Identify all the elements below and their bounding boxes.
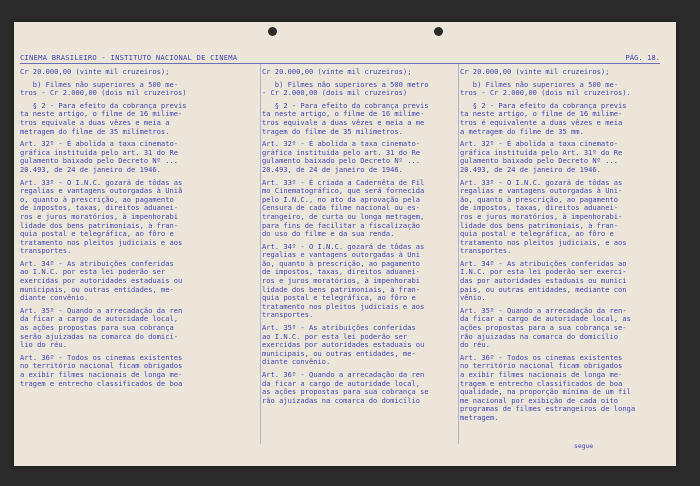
text-line: a exibir filmes nacionais de longa me-	[460, 370, 623, 379]
text-line: tros equivale a duas vêzes e meia a me	[262, 117, 425, 127]
text-line: a exibir filmes nacionais de longa me-	[20, 370, 183, 379]
text-line: quia postal e telegráfica, ao fôro e	[460, 229, 614, 239]
text-line: ao I.N.C. por esta lei poderão ser	[262, 331, 408, 341]
text-line: tros é equivalente a duas vêzes e meia	[460, 117, 623, 127]
text-line: tros equivale a duas vêzes e meia a	[20, 117, 170, 127]
text-line: quia postal e telegráfica, ao fôro e	[262, 293, 416, 303]
text-line: 20.493, de 24 de janeiro de 1946.	[20, 164, 161, 174]
text-line: da ficar a cargo de autoridade local,	[262, 378, 421, 388]
text-line: Art. 32º - É abolida a taxa cinemato-	[460, 139, 619, 149]
text-line: ta neste artigo, o filme de 16 milíme-	[20, 109, 183, 119]
text-line: a metragem do filme de 35 mm.	[460, 126, 584, 136]
text-line: tragem e entrecho classificados de boa	[460, 378, 623, 388]
text-line: gráfica instituída pelo art. 31 do Re	[20, 147, 179, 157]
text-line: Art. 35º - Quando a arrecadação da ren	[20, 305, 183, 315]
text-line: da ficar a cargo de autoridade local,	[20, 314, 179, 324]
text-line: ta neste artigo, o filme de 16 milíme-	[262, 109, 425, 119]
text-line: Art. 36º - Todos os cinemas existentes	[20, 352, 183, 362]
text-line: Cr 20.000,00 (vinte mil cruzeiros);	[20, 67, 170, 76]
text-line: ros e juros moratórios, à impenhorabi-	[460, 211, 623, 221]
text-line: no território nacional ficam obrigados	[460, 361, 623, 371]
text-line: Art. 32º - É abolida a taxa cinemato-	[262, 139, 421, 149]
text-line: ta neste artigo, o filme de 16 milíme-	[460, 109, 623, 119]
text-line: rão ajuizadas na comarca do domicílio	[262, 395, 421, 405]
text-line: ros e juros moratórios, à impenhorabi	[262, 276, 421, 286]
text-line: lio do réu.	[20, 340, 67, 350]
text-line: 20.493, de 24 de janeiro de 1946.	[460, 164, 601, 174]
text-line: I.N.C. por esta lei poderão ser exerci-	[460, 267, 627, 277]
text-line: do réu.	[460, 340, 490, 350]
text-line: me nacional por exibição de cada oito	[460, 395, 619, 405]
text-line: b) Filmes não superiores a 500 me-	[20, 79, 179, 89]
column-divider	[260, 64, 261, 444]
text-line: Cr 20.000,00 (vinte mil cruzeiros);	[460, 67, 610, 76]
page-number: PÁG. 18.	[625, 53, 660, 62]
text-line: regalias e vantagens outorgadas à Uni-	[460, 186, 623, 196]
text-line: § 2 - Para efeito da cobrança previs	[262, 100, 429, 110]
text-column-2	[262, 68, 460, 405]
text-line: tratamento nos pleitos judiciais, e aos	[460, 237, 627, 247]
text-line: lidade dos bens patrimoniais, à fran-	[460, 220, 619, 230]
text-line: tratamento nos pleitos judiciais e aos	[262, 301, 425, 311]
text-line: serão ajuizadas na comarca do domicí-	[20, 331, 179, 341]
text-line: ão, quanto à prescrição, ao pagamento	[262, 258, 421, 268]
text-line: b) Filmes não superiores a 500 me-	[460, 79, 619, 89]
text-line: vênio.	[460, 293, 486, 303]
text-line: das por autoridades estaduais ou munici	[460, 276, 627, 286]
text-line: as ações propostas para sua cobrança	[20, 323, 174, 333]
text-line: o, quanto à prescrição, ao pagamento	[20, 194, 174, 204]
text-line: no território nacional ficam obrigados	[20, 361, 183, 371]
text-line: tros - Cr 2.000,00 (dois mil cruzeiros)	[20, 88, 187, 98]
text-line: rão ajuizadas na comarca do domicílio	[460, 331, 619, 341]
text-line: Art. 36º - Todos os cinemas existentes	[460, 352, 623, 362]
text-line: Art. 35º - As atribuições conferidas	[262, 323, 416, 333]
text-line: municipais, ou outras entidades, me-	[262, 348, 416, 358]
text-line: 20.493, de 24 de janeiro de 1946.	[262, 164, 403, 174]
text-line: para fins de facilitar a fiscalização	[262, 220, 421, 230]
text-line: Art. 33º - É criada a Cadernêta de Fil	[262, 177, 425, 187]
text-line: ao I.N.C. por esta lei poderão ser	[20, 267, 166, 277]
text-line: § 2 - Para efeito da cobrança previs	[460, 100, 627, 110]
page-header	[20, 53, 660, 64]
text-line: gulamento baixado pelo Decreto Nº ...	[460, 156, 619, 166]
text-line: tragem do filme de 35 milímetros.	[262, 126, 403, 136]
text-line: de impostos, taxas, direitos aduanei-	[20, 203, 179, 213]
text-line: ações propostas para a sua cobrança se-	[460, 323, 627, 333]
text-line: municipais, ou outras entidades, me-	[20, 284, 174, 294]
text-line: Art. 34º - As atribuições conferidas ao	[460, 258, 627, 268]
text-line: exercidas por autoridades estaduais ou	[262, 340, 425, 350]
text-line: diante convênio.	[20, 293, 89, 303]
punch-hole	[268, 27, 277, 36]
text-line: - Cr 2.000,00 (dois mil cruzeiros)	[262, 88, 408, 98]
page-title: CINEMA BRASILEIRO - INSTITUTO NACIONAL DE CINEMA	[20, 53, 238, 62]
text-line: Art. 32º - É abolida a taxa cinemato-	[20, 139, 179, 149]
text-line: ros e juros moratórios, à impenhorabi	[20, 211, 179, 221]
text-line: trangeiro, de curta ou longa metragem,	[262, 211, 425, 221]
text-line: metragem.	[460, 412, 499, 422]
text-line: Art. 34º - O I.N.C. gozará de tôdas as	[262, 241, 425, 251]
text-line: metragem do filme de 35 milímetros.	[20, 126, 170, 136]
text-line: ão, quanto à prescrição, ao pagamento	[460, 194, 619, 204]
text-column-3	[460, 68, 656, 423]
text-line: tratamento nos pleitos judiciais e aos	[20, 237, 183, 247]
text-line: lidade dos bens patrimoniais, à fran-	[20, 220, 179, 230]
text-line: Art. 35º - Quando a arrecadação da ren-	[460, 305, 627, 315]
text-line: qualidade, na proporção mínima de um fil	[460, 387, 631, 397]
text-line: gráfica instituída pelo Art. 31º do Re	[460, 147, 623, 157]
text-line: Cr 20.000,00 (vinte mil cruzeiros);	[262, 67, 412, 76]
footer-note: segue	[574, 442, 594, 450]
text-line: transportes.	[262, 310, 314, 320]
text-line: exercidas por autoridades estaduais ou	[20, 276, 183, 286]
text-line: regalias e vantagens outorgadas à Uni	[262, 250, 421, 260]
text-line: § 2 - Para efeito da cobrança previs	[20, 100, 187, 110]
text-line: regalias e vantagens outorgadas à Uniã	[20, 186, 183, 196]
text-line: pelo I.N.C., no ato da aprovação pela	[262, 194, 421, 204]
text-line: quia postal e telegráfica, ao fôro e	[20, 229, 174, 239]
text-line: programas de filmes estrangeiros de longa	[460, 404, 636, 414]
text-line: Art. 36º - Quando a arrecadação da ren	[262, 370, 425, 379]
text-line: tragem e entrecho classificados de boa	[20, 378, 183, 388]
text-line: Censura de cada filme nacional ou es-	[262, 203, 421, 213]
text-line: de impostos, taxas, direitos aduanei-	[262, 267, 421, 277]
text-line: Art. 33º - O I.N.C. gozará de tôdas as	[20, 177, 183, 187]
text-line: da ficar a cargo de autoridade local, as	[460, 314, 631, 324]
text-line: Art. 33º - O I.N.C. gozará de tôdas as	[460, 177, 623, 187]
text-line: gulamento baixado pelo Decreto Nº ...	[20, 156, 179, 166]
text-line: de impostos, taxas, direitos aduanei-	[460, 203, 619, 213]
text-line: Art. 34º - As atribuições conferidas	[20, 258, 174, 268]
text-line: as ações propostas para sua cobrança se	[262, 387, 429, 397]
text-line: transportes.	[20, 246, 72, 256]
text-line: lidade dos bens patrimoniais, à fran-	[262, 284, 421, 294]
text-line: gráfica instituída pelo art. 31 do Re	[262, 147, 421, 157]
text-line: pais, ou outras entidades, mediante con	[460, 284, 627, 294]
document-page	[14, 22, 676, 466]
text-line: transportes.	[460, 246, 512, 256]
text-line: mo Cinematográfico, que será fornecida	[262, 186, 425, 196]
text-line: diante convênio.	[262, 357, 331, 367]
text-column-1	[20, 68, 260, 388]
text-line: gulamento baixado pelo Decreto Nº ...	[262, 156, 421, 166]
text-line: tros - Cr 2.000,00 (dois mil cruzeiros).	[460, 88, 631, 98]
text-line: b) Filmes não superiores a 500 metro	[262, 79, 429, 89]
text-line: do uso do filme e da sua renda.	[262, 229, 395, 239]
punch-hole	[434, 27, 443, 36]
